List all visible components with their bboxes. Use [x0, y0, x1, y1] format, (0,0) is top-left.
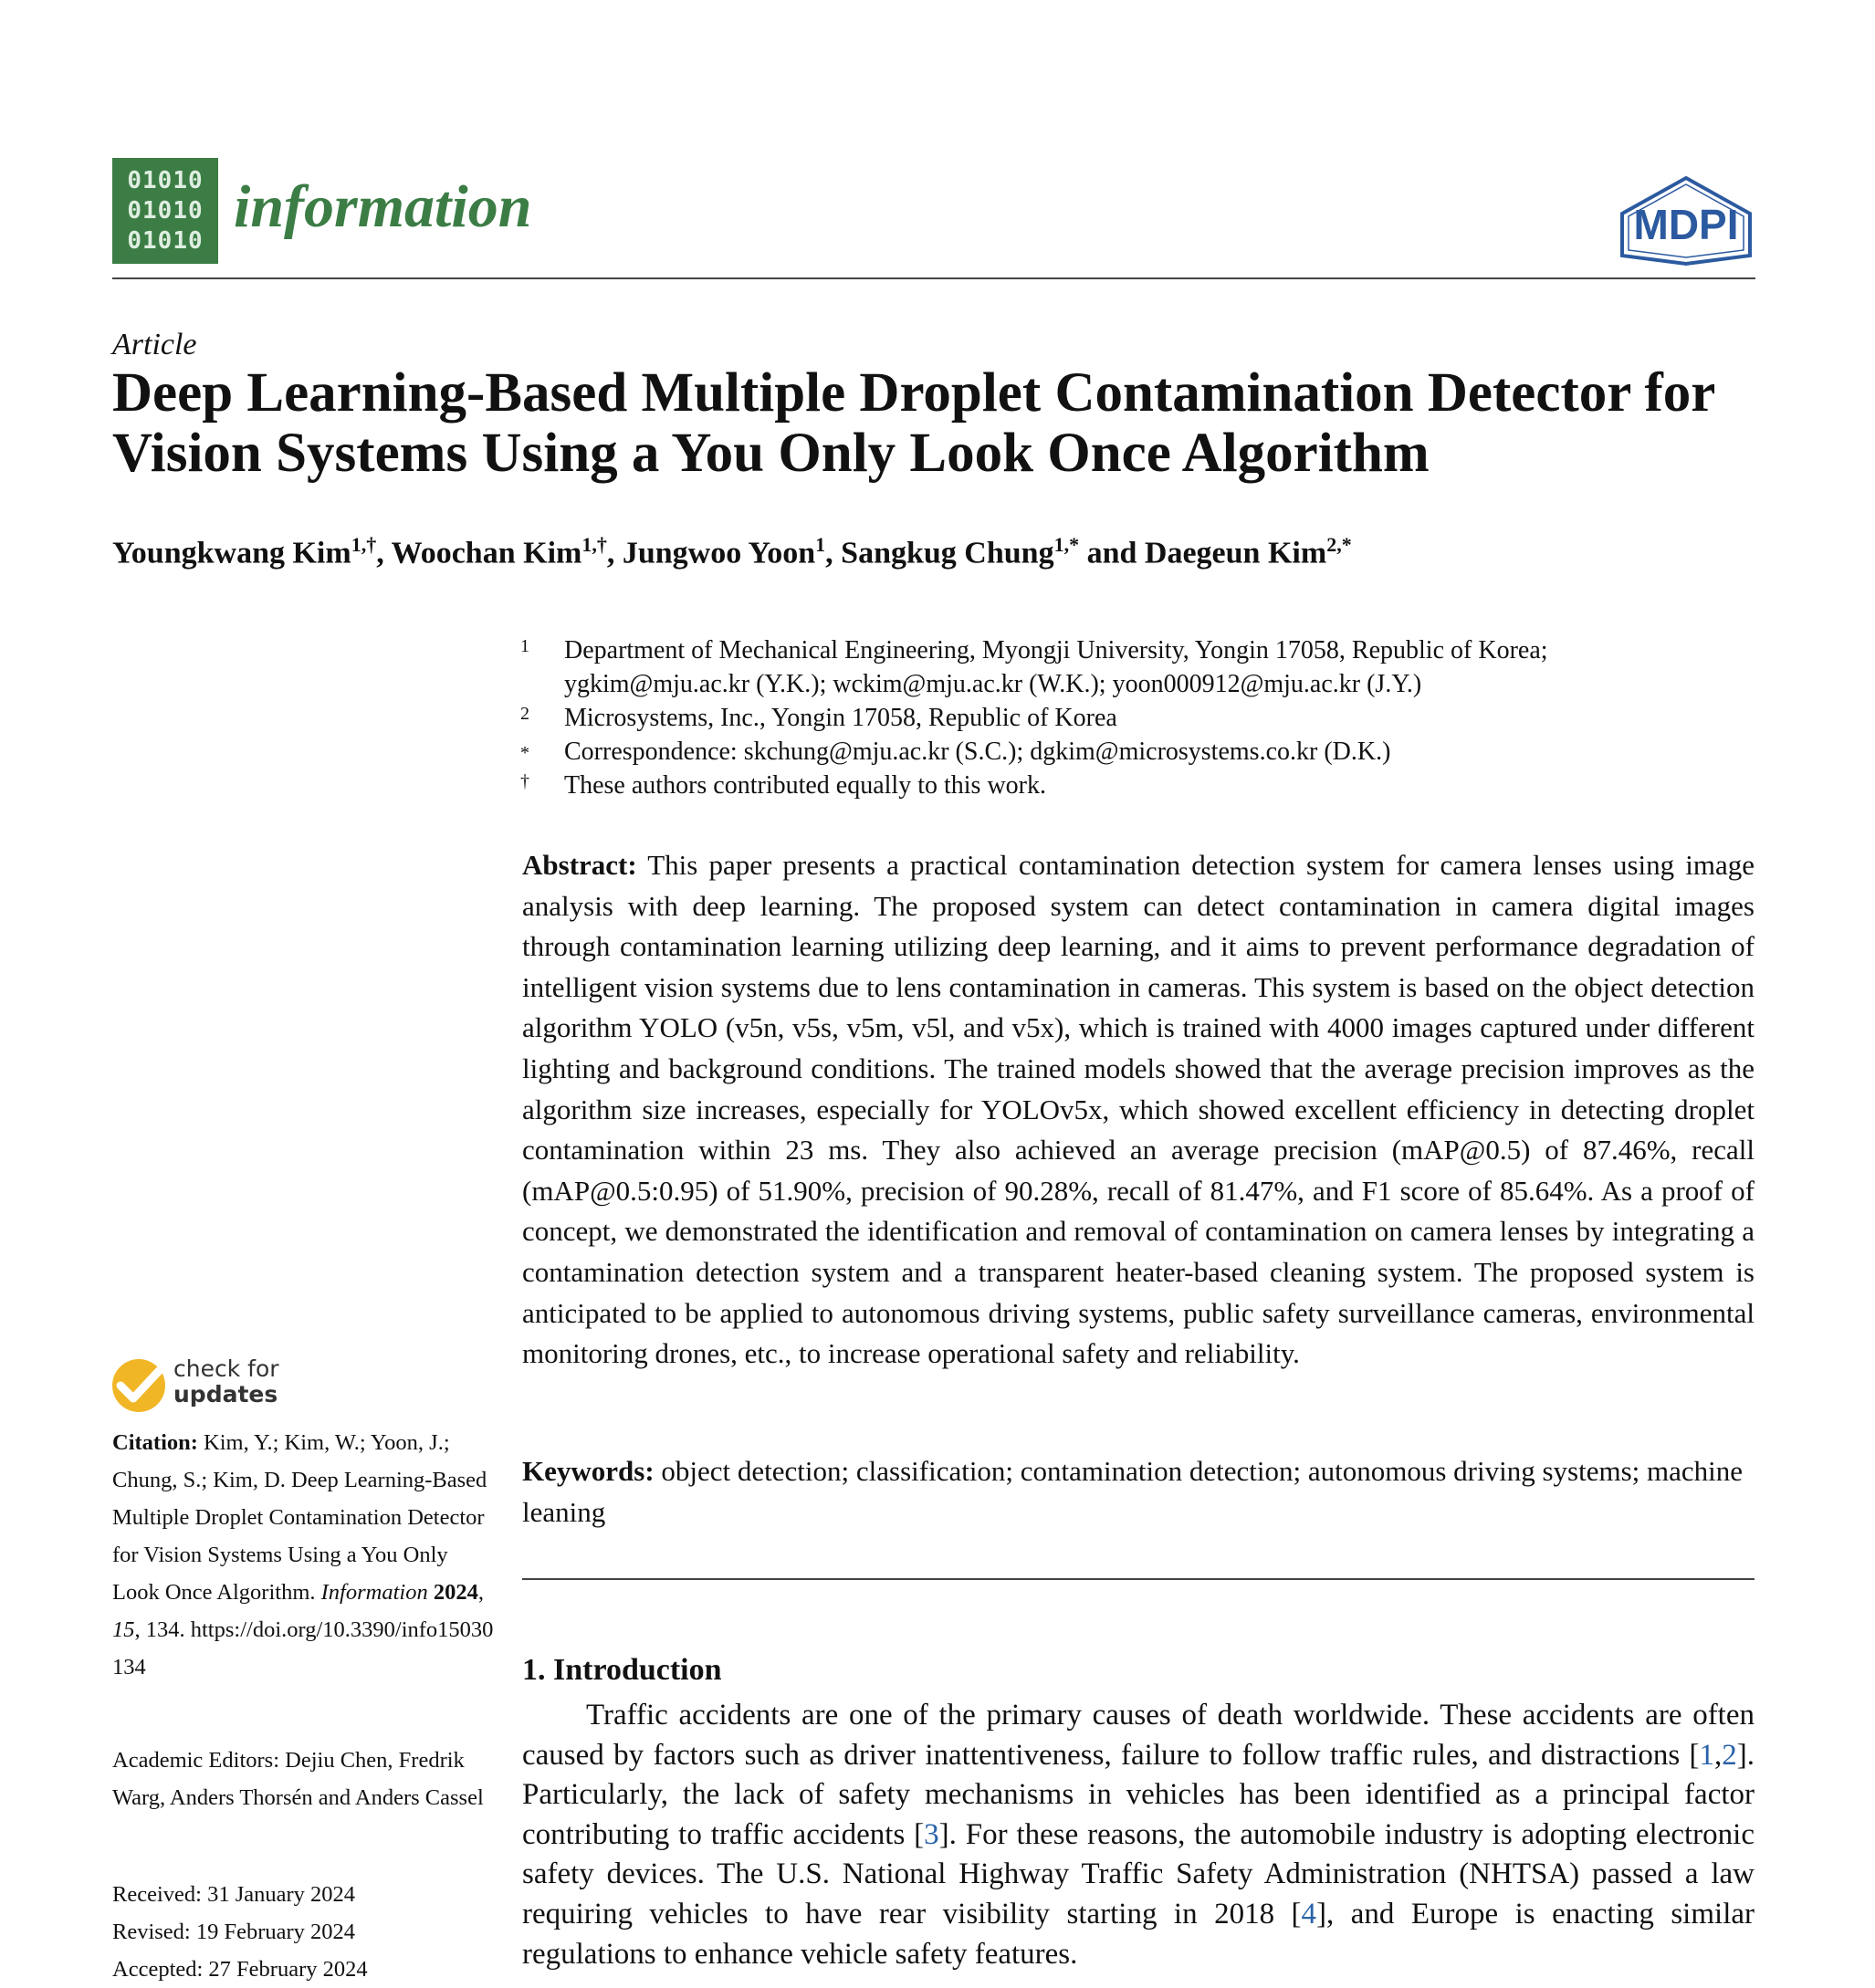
check-for-updates-button[interactable]: [111, 1355, 294, 1415]
section-heading: 1. Introduction: [522, 1653, 722, 1687]
citation-pages: 134.: [145, 1617, 185, 1642]
author-name[interactable]: Sangkug Chung: [841, 536, 1054, 570]
publisher-logo[interactable]: [1618, 175, 1755, 267]
affiliation-mark: †: [520, 771, 529, 791]
author-affiliation-mark: 1,*: [1053, 533, 1080, 556]
reference-link[interactable]: 1: [1699, 1738, 1714, 1772]
keywords-text: object detection; classification; contamination detection; autonomous driving systems; machine leaning: [522, 1455, 1744, 1528]
reference-link[interactable]: 3: [924, 1817, 939, 1851]
journal-logo: [112, 158, 218, 264]
revised-date: Revised: 19 February 2024: [112, 1920, 356, 1944]
affiliation-text: These authors contributed equally to this work.: [564, 771, 1046, 800]
paper-title: Deep Learning-Based Multiple Droplet Contamination Detector for Vision Systems Using a You Only Look Once Algorithm: [112, 362, 1715, 484]
section-divider: [522, 1578, 1755, 1580]
author-name[interactable]: Daegeun Kim: [1144, 536, 1327, 570]
affiliation-mark: 1: [520, 636, 529, 656]
doi-link[interactable]: https://doi.org/10.3390/info15030134: [112, 1617, 494, 1679]
affiliation-text[interactable]: ygkim@mju.ac.kr (Y.K.); wckim@mju.ac.kr (W.K.); yoon000912@mju.ac.kr (J.Y.): [564, 670, 1422, 698]
received-date: Received: 31 January 2024: [112, 1882, 356, 1907]
affiliation-text: Department of Mechanical Engineering, Myongji University, Yongin 17058, Republic of Korea;: [564, 636, 1548, 664]
article-type: Article: [112, 328, 197, 361]
keywords: [522, 1451, 1755, 1533]
publisher-name: MDPI: [1633, 201, 1739, 248]
reference-link[interactable]: 4: [1301, 1897, 1317, 1930]
author-name[interactable]: Woochan Kim: [391, 536, 582, 570]
check-updates-icon: [111, 1358, 166, 1413]
citation-text: Kim, Y.; Kim, W.; Yoon, J.; Chung, S.; Kim, D. Deep Learning-Based Multiple Droplet Contamination Detector for Vision Systems Using a You Only Look Once Algorithm.: [112, 1430, 487, 1605]
author-name[interactable]: Youngkwang Kim: [112, 536, 351, 570]
reference-link[interactable]: 2: [1722, 1738, 1737, 1772]
author-name[interactable]: Jungwoo Yoon: [622, 536, 816, 570]
intro-text: Traffic accidents are one of the primary causes of death worldwide. These accidents are often caused by factors such as driver inattentiveness, failure to follow traffic rules, and distractions [: [522, 1699, 1755, 1772]
logo-line: 01010: [127, 166, 204, 194]
logo-line: 01010: [127, 196, 204, 225]
intro-paragraph: [522, 1696, 1755, 1974]
author-affiliation-mark: 1,†: [581, 533, 607, 556]
author-affiliation-mark: 2,*: [1326, 533, 1352, 556]
citation-label: Citation:: [112, 1430, 198, 1455]
journal-name: information: [234, 173, 532, 240]
check-updates-label: check for: [173, 1355, 279, 1382]
author-list: [112, 522, 1352, 576]
intro-text: ,: [1714, 1738, 1723, 1772]
citation: Citation: Kim, Y.; Kim, W.; Yoon, J.; Chung, S.; Kim, D. Deep Learning-Based Multiple Droplet Contamination Detector for Vision Systems Using a You Only Look Once Algorithm. Information 2024, 15, 134. https://doi.org/10.3390/info15030134: [112, 1430, 494, 1679]
abstract-label: Abstract:: [522, 849, 637, 881]
author-separator: ,: [606, 536, 623, 570]
affiliation-text: Microsystems, Inc., Yongin 17058, Republic of Korea: [564, 704, 1117, 732]
citation-volume: 15: [112, 1617, 135, 1642]
author-affiliation-mark: 1: [815, 533, 826, 556]
keywords-label: Keywords:: [522, 1455, 655, 1487]
author-separator: ,: [825, 536, 842, 570]
academic-editors: Academic Editors: Dejiu Chen, Fredrik Warg, Anders Thorsén and Anders Cassel: [112, 1748, 484, 1810]
citation-journal: Information: [320, 1580, 428, 1605]
author-separator: and: [1079, 536, 1145, 570]
publication-dates: [112, 1876, 496, 1988]
author-affiliation-mark: 1,†: [351, 533, 377, 556]
accepted-date: Accepted: 27 February 2024: [112, 1957, 368, 1982]
abstract: [522, 845, 1755, 1375]
header-divider: [112, 277, 1755, 279]
author-separator: ,: [376, 536, 392, 570]
check-updates-label: updates: [173, 1381, 278, 1407]
intro-text: ], and Europe is enacting similar regulations to enhance vehicle safety features.: [522, 1897, 1755, 1971]
citation-year: 2024: [433, 1580, 478, 1605]
affiliation-mark: *: [520, 743, 529, 763]
logo-line: 01010: [127, 226, 204, 255]
intro-text: ]. For these reasons, the automobile industry is adopting electronic safety devices. The U.S. National Highway Traffic Safety Administration (NHTSA) passed a law requiring vehicles to have rear visibility starting in 2018 [: [522, 1817, 1755, 1930]
abstract-text: This paper presents a practical contamination detection system for camera lenses using image analysis with deep learning. The proposed system can detect contamination in camera digital images through contamination learning utilizing deep learning, and it aims to prevent performance degradation of intelligent vision systems due to lens contamination in cameras. This system is based on the object detection algorithm YOLO (v5n, v5s, v5m, v5l, and v5x), which is trained with 4000 images captured under different lighting and background conditions. The trained models showed that the average precision improves as the algorithm size increases, especially for YOLOv5x, which showed excellent efficiency in detecting droplet contamination within 23 ms. They also achieved an average precision (mAP@0.5) of 87.46%, recall (mAP@0.5:0.95) of 51.90%, precision of 90.28%, recall of 81.47%, and F1 score of 85.64%. As a proof of concept, we demonstrated the identification and removal of contamination on camera lenses by integrating a contamination detection system and a transparent heater-based cleaning system. The proposed system is anticipated to be applied to autonomous driving systems, public safety surveillance cameras, environmental monitoring drones, etc., to increase operational safety and reliability.: [522, 849, 1755, 1370]
affiliation-mark: 2: [520, 704, 529, 724]
intro-text: ]. Particularly, the lack of safety mechanisms in vehicles has been identified as a principal factor contributing to traffic accidents [: [522, 1738, 1755, 1851]
correspondence-text[interactable]: Correspondence: skchung@mju.ac.kr (S.C.); dgkim@microsystems.co.kr (D.K.): [564, 738, 1391, 766]
